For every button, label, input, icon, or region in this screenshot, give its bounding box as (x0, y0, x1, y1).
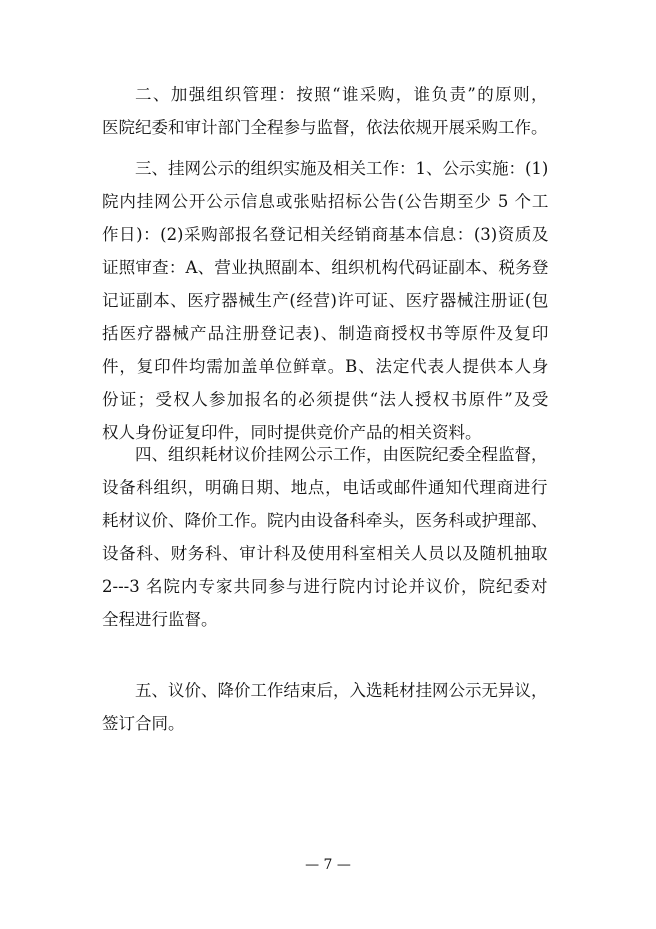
text-line: 设备科组织，明确日期、地点，电话或邮件通知代理商进行 (102, 478, 548, 497)
text-line: 份证；受权人参加报名的必须提供“法人授权书原件”及受 (102, 390, 549, 409)
text-line: 作日)：(2)采购部报名登记相关经销商基本信息：(3)资质及 (102, 225, 549, 244)
text-line: 证照审查：A、营业执照副本、组织机构代码证副本、税务登 (102, 258, 549, 277)
text-line: 记证副本、医疗器械生产(经营)许可证、医疗器械注册证(包 (102, 291, 549, 310)
paragraph-two (102, 78, 548, 144)
text-line: 四、组织耗材议价挂网公示工作，由医院纪委全程监督， (135, 445, 548, 464)
text-line: 件，复印件均需加盖单位鲜章。B、法定代表人提供本人身 (102, 357, 549, 376)
paragraph-five (102, 674, 548, 740)
paragraph-four (102, 438, 548, 636)
text-line: 二、加强组织管理：按照“谁采购，谁负责”的原则， (135, 85, 548, 104)
text-line: 2---3 名院内专家共同参与进行院内讨论并议价，院纪委对 (102, 577, 548, 596)
text-line: 括医疗器械产品注册登记表)、制造商授权书等原件及复印 (102, 324, 549, 343)
text-line: 设备科、财务科、审计科及使用科室相关人员以及随机抽取 (102, 544, 548, 563)
page-number: — 7 — (305, 857, 351, 873)
text-line: 签订合同。 (102, 714, 185, 733)
text-line: 五、议价、降价工作结束后，入选耗材挂网公示无异议， (135, 681, 548, 700)
text-line: 耗材议价、降价工作。院内由设备科牵头，医务科或护理部、 (102, 511, 548, 530)
text-line: 全程进行监督。 (102, 610, 218, 629)
text-line: 院内挂网公开公示信息或张贴招标公告(公告期至少 5 个工 (102, 192, 549, 211)
text-line: 三、挂网公示的组织实施及相关工作：1、公示实施：(1) (135, 159, 549, 178)
text-line: 权人身份证复印件，同时提供竞价产品的相关资料。 (102, 423, 482, 442)
paragraph-three (102, 152, 548, 449)
text-line: 医院纪委和审计部门全程参与监督，依法依规开展采购工作。 (102, 118, 548, 137)
